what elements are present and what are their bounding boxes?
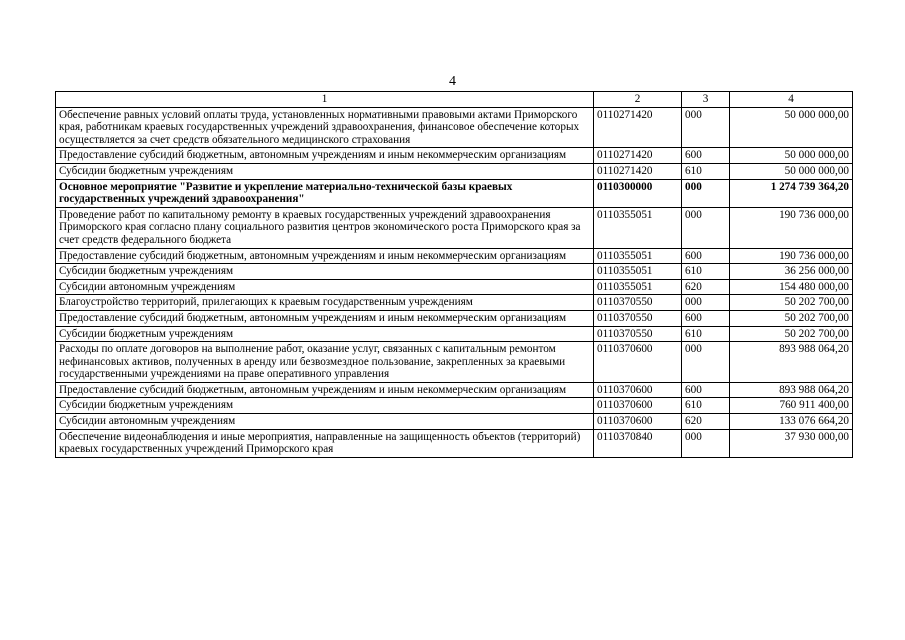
- table-body: [56, 107, 853, 457]
- table-row: [56, 179, 853, 207]
- row-code-cell: 0110355051: [594, 264, 682, 280]
- table-row: [56, 414, 853, 430]
- row-code-cell: 0110271420: [594, 163, 682, 179]
- row-amount-cell: 1 274 739 364,20: [730, 179, 853, 207]
- row-code-cell: 0110355051: [594, 248, 682, 264]
- row-name-cell: Субсидии бюджетным учреждениям: [56, 326, 594, 342]
- row-amount-cell: 50 000 000,00: [730, 107, 853, 148]
- row-vr-cell: 610: [682, 163, 730, 179]
- row-amount-cell: 50 202 700,00: [730, 295, 853, 311]
- row-amount-cell: 50 202 700,00: [730, 310, 853, 326]
- table-row: [56, 207, 853, 248]
- row-amount-cell: 893 988 064,20: [730, 382, 853, 398]
- column-header-name: 1: [56, 92, 594, 108]
- row-vr-cell: 000: [682, 207, 730, 248]
- row-amount-cell: 37 930 000,00: [730, 429, 853, 457]
- row-name-cell: Субсидии автономным учреждениям: [56, 414, 594, 430]
- row-vr-cell: 620: [682, 279, 730, 295]
- table-row: [56, 342, 853, 383]
- table-row: [56, 398, 853, 414]
- row-name-cell: Предоставление субсидий бюджетным, автономным учреждениям и иным некоммерческим организациям: [56, 310, 594, 326]
- table-row: [56, 107, 853, 148]
- table-row: [56, 264, 853, 280]
- row-amount-cell: 133 076 664,20: [730, 414, 853, 430]
- table-header-row: [56, 92, 853, 108]
- row-vr-cell: 000: [682, 295, 730, 311]
- page-number: 4: [449, 74, 456, 89]
- row-code-cell: 0110370600: [594, 414, 682, 430]
- row-code-cell: 0110271420: [594, 107, 682, 148]
- row-name-cell: Предоставление субсидий бюджетным, автономным учреждениям и иным некоммерческим организациям: [56, 382, 594, 398]
- table-row: [56, 279, 853, 295]
- budget-table: [55, 91, 853, 458]
- row-code-cell: 0110370550: [594, 295, 682, 311]
- table-row: [56, 429, 853, 457]
- row-amount-cell: 190 736 000,00: [730, 248, 853, 264]
- row-amount-cell: 50 000 000,00: [730, 148, 853, 164]
- table-row: [56, 148, 853, 164]
- row-name-cell: Предоставление субсидий бюджетным, автономным учреждениям и иным некоммерческим организациям: [56, 248, 594, 264]
- row-vr-cell: 000: [682, 429, 730, 457]
- row-vr-cell: 610: [682, 398, 730, 414]
- row-name-cell: Проведение работ по капитальному ремонту в краевых государственных учреждений здравоохранения Приморского края согласно плану социального развития центров экономического роста Приморского края за счет средств федерального бюджета: [56, 207, 594, 248]
- row-name-cell: Предоставление субсидий бюджетным, автономным учреждениям и иным некоммерческим организациям: [56, 148, 594, 164]
- row-vr-cell: 600: [682, 310, 730, 326]
- row-code-cell: 0110370600: [594, 398, 682, 414]
- row-code-cell: 0110370550: [594, 326, 682, 342]
- row-vr-cell: 000: [682, 342, 730, 383]
- row-code-cell: 0110355051: [594, 279, 682, 295]
- row-name-cell: Субсидии бюджетным учреждениям: [56, 264, 594, 280]
- row-name-cell: Субсидии бюджетным учреждениям: [56, 163, 594, 179]
- row-vr-cell: 600: [682, 382, 730, 398]
- row-vr-cell: 620: [682, 414, 730, 430]
- table-row: [56, 326, 853, 342]
- row-code-cell: 0110370600: [594, 382, 682, 398]
- row-amount-cell: 760 911 400,00: [730, 398, 853, 414]
- row-vr-cell: 600: [682, 148, 730, 164]
- row-amount-cell: 154 480 000,00: [730, 279, 853, 295]
- row-name-cell: Расходы по оплате договоров на выполнение работ, оказание услуг, связанных с капитальным ремонтом нефинансовых активов, полученных в аренду или безвозмездное пользование, закрепленных за краевыми государственными учреждениями на праве оперативного управления: [56, 342, 594, 383]
- column-header-amount: 4: [730, 92, 853, 108]
- row-amount-cell: 190 736 000,00: [730, 207, 853, 248]
- column-header-vr: 3: [682, 92, 730, 108]
- row-amount-cell: 50 202 700,00: [730, 326, 853, 342]
- row-code-cell: 0110370600: [594, 342, 682, 383]
- row-vr-cell: 610: [682, 264, 730, 280]
- row-vr-cell: 000: [682, 107, 730, 148]
- column-header-code: 2: [594, 92, 682, 108]
- row-amount-cell: 893 988 064,20: [730, 342, 853, 383]
- row-name-cell: Субсидии бюджетным учреждениям: [56, 398, 594, 414]
- table-row: [56, 310, 853, 326]
- row-name-cell: Обеспечение видеонаблюдения и иные мероприятия, направленные на защищенность объектов (территорий) краевых государственных учреждений Приморского края: [56, 429, 594, 457]
- row-name-cell: Благоустройство территорий, прилегающих к краевым государственным учреждениям: [56, 295, 594, 311]
- row-amount-cell: 50 000 000,00: [730, 163, 853, 179]
- row-name-cell: Основное мероприятие "Развитие и укрепление материально-технической базы краевых государственных учреждений здравоохранения": [56, 179, 594, 207]
- table-row: [56, 163, 853, 179]
- row-code-cell: 0110370550: [594, 310, 682, 326]
- table-row: [56, 248, 853, 264]
- table-row: [56, 295, 853, 311]
- row-name-cell: Обеспечение равных условий оплаты труда, установленных нормативными правовыми актами Приморского края, работникам краевых государственных учреждений здравоохранения, финансовое обеспечение которых осуществляется за счет средств обязательного медицинского страхования: [56, 107, 594, 148]
- row-vr-cell: 610: [682, 326, 730, 342]
- row-code-cell: 0110355051: [594, 207, 682, 248]
- row-vr-cell: 000: [682, 179, 730, 207]
- row-code-cell: 0110370840: [594, 429, 682, 457]
- row-code-cell: 0110271420: [594, 148, 682, 164]
- row-vr-cell: 600: [682, 248, 730, 264]
- table-row: [56, 382, 853, 398]
- row-code-cell: 0110300000: [594, 179, 682, 207]
- row-name-cell: Субсидии автономным учреждениям: [56, 279, 594, 295]
- row-amount-cell: 36 256 000,00: [730, 264, 853, 280]
